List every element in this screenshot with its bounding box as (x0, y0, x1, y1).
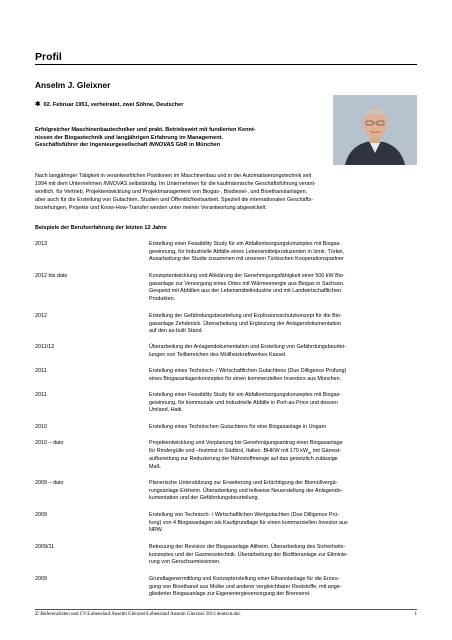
intro-line: Nach langjähriger Tätigkeit in verantwortlichen Positionen im Maschinenbau und in der Automatisierungstechnik seit (35, 173, 312, 179)
entry-description (149, 241, 417, 264)
entry-line: Produkten. (149, 295, 176, 302)
entry-line: gung von Bioethanol aus Molke und anderer vergleichbarer Reststoffe, mit ange- (149, 583, 342, 590)
entry-description (149, 544, 417, 567)
entry-line: Erstellung eines Technischen Gutachtens für eine Biogasanlage in Ungarn (149, 424, 327, 430)
page-title: Profil (35, 51, 417, 65)
birth-line (35, 100, 183, 108)
summary-line: Erfolgreicher Maschinenbautechniker und prakt. Betriebswirt mit fundierten Kennt- (35, 127, 256, 133)
birth-text: 02. Februar 1951, verheiratet, zwei Söhne, Deutscher (43, 102, 184, 108)
entry-date: 2013 (35, 241, 47, 247)
entry-description (149, 576, 417, 599)
entry-date: 2010 – dato (35, 440, 64, 446)
entry-description (149, 424, 417, 432)
entry-line: gasanlage zur Versorgung eines Ortes mit Wärmeenergie aus Biogas in Sachsen. (149, 280, 345, 287)
entry-line: Erstellung eines Technisch- / Wirtschaftlichen Gutachtens (Due Dilligence Prüfung) (149, 368, 347, 374)
entry-description (149, 313, 417, 336)
summary-line: Geschäftsführer der Ingenieurgesellschaft INNOVAS GbR in München (35, 142, 221, 149)
intro-line: 1994 mit dem Unternehmen INNOVAS selbständig. Im Unternehmen für die kaufmännische Geschäftsführung verant- (35, 181, 316, 188)
entry-line: Überarbeitung der Anlagendokumentation und Erstellung von Gefährdungsbeurtei- (149, 344, 346, 350)
entry-line: Erstellung der Gefährdungsbeurteilung und Explosionsschutzkonzept für die Bio- (149, 313, 342, 319)
portrait-photo (333, 95, 417, 165)
entry-description (149, 440, 417, 471)
entry-line: Maß. (149, 463, 162, 470)
entry-line: Ausarbeitung der Studie zusammen mit unserem Türkischen Kooperationspartner (149, 256, 344, 262)
entry-description (149, 512, 417, 535)
page-number: 1 (414, 612, 417, 617)
entry-date: 2009 (35, 576, 47, 582)
entry-line: rung von Geruchsemissionen. (149, 559, 221, 565)
entry-line: Grundlagenermittlung und Konzepterstellung einer Ethanolanlage für die Erzeu- (149, 576, 340, 582)
entry-description (149, 344, 417, 359)
footer-file-path: Z:\Referenzlisten und CV\Lebenslauf Anselm Gleixner\Lebenslauf Anselm Gleixner 2013 deutsch.doc (35, 612, 241, 617)
summary-line: nissen der Biogastechnik und langjährigen Erfahrung im Management. (35, 134, 224, 141)
entry-date: 2011 (35, 368, 47, 374)
intro-paragraph (35, 172, 417, 212)
entry-date: 2009/11 (35, 544, 55, 550)
entry-date: 2009 – dato (35, 480, 64, 486)
entry-line: gewinnung, für Industrielle Abfälle eines Lebensmittelproduzenten in Izmir, Türkei, (149, 248, 344, 255)
entry-description (149, 273, 417, 303)
star-icon: ✱ (35, 101, 41, 108)
entry-line: Umland, Haiti. (149, 407, 183, 413)
entry-line: Erstellung von Technisch- / Wirtschaftlichen Wertgutachten (Due Dilligence Prü- (149, 512, 340, 518)
entry-date: 2012 (35, 313, 47, 319)
entry-line: Konzeptentwicklung und Abklärung der Genehmigungsfähigkeit einer 500 kW Bio- (149, 273, 345, 279)
entry-description (149, 368, 417, 383)
entry-line: NRW. (149, 527, 163, 533)
entry-description (149, 392, 417, 415)
profile-summary (35, 127, 305, 150)
entry-date: 2011 (35, 392, 47, 398)
entry-line: aufbereitung zur Reduzierung der Nährstoffmenge auf das gesetzlich zulässige (149, 456, 338, 463)
entry-line: fung) von 4 Biogasanlagen als Kaufgrundlage für einen kommerziellen Investor aus (149, 519, 348, 526)
entry-line: konzeptes und der Gasmesstechnik. Überarbeitung der Biofilteranlage zur Eliminie- (149, 551, 348, 558)
intro-line: wortlich, für Vertrieb, Projektentwicklung und Projektmanagement von Biogas-, Biodiesel-, und Bioethanolanlagen, (35, 189, 308, 196)
entry-line: auf den as-built Stand. (149, 328, 203, 334)
entry-line: rungsanlage Erkheim. Überarbeitung und teilweise Neuerstellung der Anlagendo- (149, 487, 343, 494)
entry-date: 2011/12 (35, 344, 55, 350)
entry-date: 2010 (35, 424, 47, 430)
entry-description (149, 480, 417, 503)
entry-line: gliederter Biogasanlage zur Eigenenergieversorgung der Brennerei. (149, 591, 311, 597)
entry-line: für Rindergülle und –festmist in Südtirol, Italien. BHKW mit 170 $kW_{el}$ mit Gärrest- (149, 447, 342, 455)
experience-heading: Beispiele der Berufserfahrung der letzten 12 Jahre (35, 225, 167, 231)
entry-line: Erstellung einer Feasibility Study für ein Abfallentsorgungskonzeptes mit Biogas- (149, 392, 342, 398)
subscript-el: el (308, 449, 312, 455)
entry-line: eines Biogasanlagenkonzeptes für einen kommerziellen Investors aus München. (149, 375, 342, 382)
portrait-illustration (333, 95, 417, 165)
entry-line: Betreuung der Revision der Biogasanlage Altheim. Überarbeitung des Sicherheits- (149, 544, 346, 550)
entry-line: Gespeist mit Abfällen aus der Lebensmittelindustrie und mit Landwirtschaftlichen (149, 288, 342, 294)
entry-date: 2009 (35, 512, 47, 518)
intro-line: beziehungen, Projekte und Know-How-Transfer werden unter meiner Verantwortung abgewickelt. (35, 205, 267, 212)
entry-line: kumentation und der Gefährdungsbeurteilung. (149, 495, 259, 501)
entry-line: Erstellung einer Feasibility Study für ein Abfallentsorgungskonzeptes mit Biogas- (149, 241, 342, 247)
entry-line: gasanlage Zehdenick. Überarbeitung und Ergänzung der Anlagendokumentation (149, 320, 342, 327)
entry-date: 2012 bis dato (35, 273, 68, 279)
entry-line: Projektentwicklung und Vorplanung bis Genehmigungsantrag einer Biogasanlage (149, 440, 343, 446)
person-name: Anselm J. Gleixner (35, 80, 111, 90)
page-footer (35, 609, 417, 617)
entry-line: lungen von Teilbereichen des Müllheizkraftwerkes Kassel. (149, 351, 287, 358)
entry-line: Planerische Unterstützung zur Erweiterung und Ertüchtigung der Biomüllvergä- (149, 480, 338, 486)
entry-line: gewinnung, für kommunale und Industrielle Abfälle in Port-au-Price und dessen (149, 399, 338, 406)
intro-line: aber auch für die Erstellung von Gutachten, Studien und Öffentlichkeitsarbeit. Speziell die internationalen Geschäfts- (35, 197, 313, 204)
